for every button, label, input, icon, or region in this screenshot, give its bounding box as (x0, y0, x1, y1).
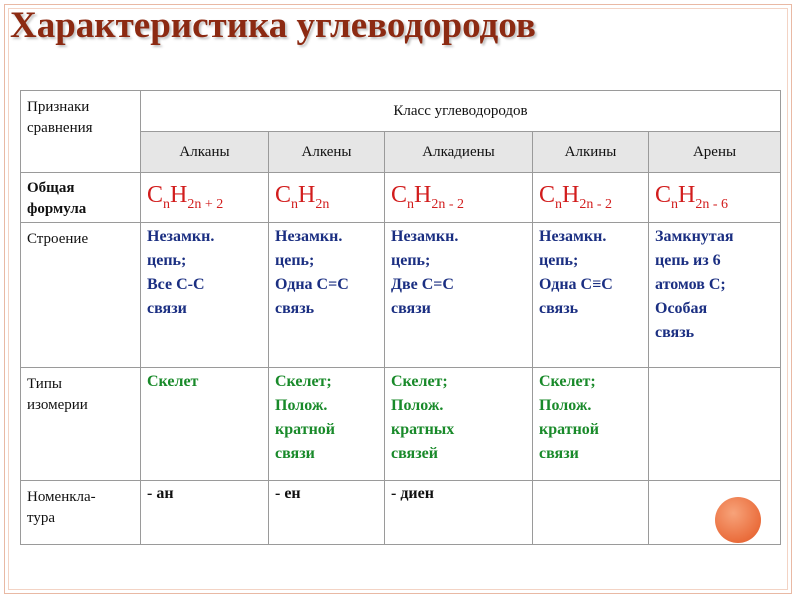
isomerism-alkenes: Скелет; Полож. кратной связи (269, 368, 385, 481)
row-label-structure: Строение (21, 223, 141, 368)
slide-title: Характеристика углеводородов (10, 5, 536, 46)
isomerism-alkynes: Скелет; Полож. кратной связи (533, 368, 649, 481)
structure-alkanes: Незамкн. цепь; Все С-С связи (141, 223, 269, 368)
nomenclature-arenes (649, 481, 781, 545)
formula-alkynes: $C_nH_{2n - 2}$ (533, 173, 649, 223)
structure-arenes: Замкнутая цепь из 6 атомов С; Особая связь (649, 223, 781, 368)
formula-alkenes: $C_nH_{2n}$ (269, 173, 385, 223)
decorative-circle (715, 497, 761, 543)
isomerism-arenes (649, 368, 781, 481)
nomenclature-alkadienes: - диен (385, 481, 533, 545)
structure-alkadienes: Незамкн. цепь; Две С=С связи (385, 223, 533, 368)
isomerism-alkadienes: Скелет; Полож. кратных связей (385, 368, 533, 481)
header-class-label: Класс углеводородов (141, 91, 781, 132)
column-alkadienes: Алкадиены (385, 132, 533, 173)
isomerism-alkanes: Скелет (141, 368, 269, 481)
column-alkenes: Алкены (269, 132, 385, 173)
formula-alkadienes: $C_nH_{2n - 2}$ (385, 173, 533, 223)
structure-alkenes: Незамкн. цепь; Одна С=С связь (269, 223, 385, 368)
structure-alkynes: Незамкн. цепь; Одна С≡С связь (533, 223, 649, 368)
hydrocarbon-table (20, 90, 781, 545)
column-arenes: Арены (649, 132, 781, 173)
formula-alkanes: $C_nH_{2n + 2}$ (141, 173, 269, 223)
nomenclature-alkanes: - ан (141, 481, 269, 545)
column-alkynes: Алкины (533, 132, 649, 173)
row-label-formula: Общая формула (21, 173, 141, 223)
formula-arenes: $C_nH_{2n - 6}$ (649, 173, 781, 223)
row-label-nomenclature: Номенкла- тура (21, 481, 141, 545)
column-alkanes: Алканы (141, 132, 269, 173)
nomenclature-alkenes: - ен (269, 481, 385, 545)
header-row-label: Признаки сравнения (21, 91, 141, 173)
row-label-isomerism: Типы изомерии (21, 368, 141, 481)
nomenclature-alkynes (533, 481, 649, 545)
